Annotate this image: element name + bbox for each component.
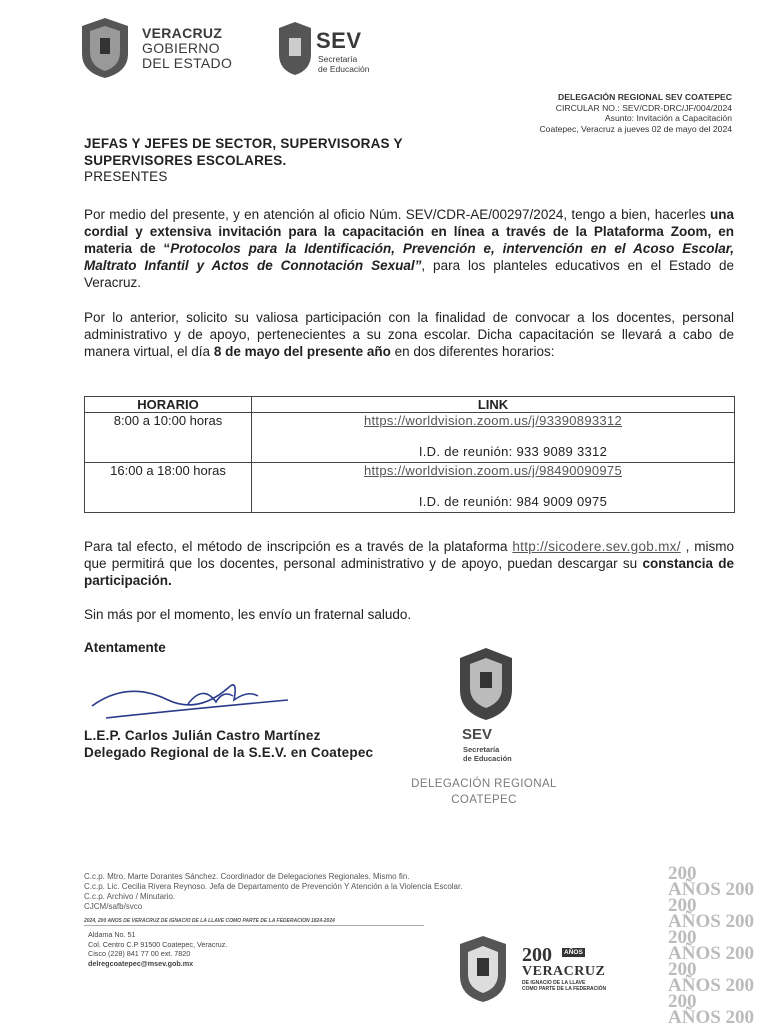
zoom-link[interactable]: https://worldvision.zoom.us/j/98490090975 [363, 463, 622, 478]
sev-sub1: Secretaría [318, 54, 358, 64]
stamp-line1: DELEGACIÓN REGIONAL [411, 778, 557, 790]
pattern-row [668, 1007, 768, 1024]
stamp-sev: SEV [462, 726, 493, 743]
address-line: Col. Centro C.P 91500 Coatepec, Veracruz. [88, 939, 228, 949]
paragraph-request [84, 309, 734, 360]
sev-wordmark: SEV [316, 28, 362, 53]
pattern-text: 200 [725, 943, 755, 964]
pattern-text: 200 [668, 866, 697, 884]
pattern-text: AÑOS [668, 943, 721, 964]
p2-date: 8 de mayo del presente año [213, 344, 391, 359]
p3-text-b: , mismo que permitirá que los docentes, personal administrativo y de apoyo, puedan descargar su [84, 539, 734, 571]
bicentennial-sub1: DE IGNACIO DE LA LLAVE [522, 980, 586, 986]
sev-shield-icon [276, 20, 314, 78]
pattern-text: AÑOS [668, 911, 721, 932]
header-logos [78, 14, 398, 84]
bicentennial-subtitle [522, 980, 606, 992]
stamp-subtitle [463, 745, 512, 763]
footer-tagline: 2024, 200 AÑOS DE VERACRUZ DE IGNACIO DE LA LLAVE COMO PARTE DE LA FEDERACIÓN 1824-2024 [84, 918, 424, 926]
bicentennial-sub2: COMO PARTE DE LA FEDERACIÓN [522, 986, 607, 992]
bicentennial-anos: AÑOS [564, 949, 583, 956]
paragraph-registration [84, 538, 734, 589]
bicentennial-number: 200 [522, 944, 552, 966]
office-name: DELEGACIÓN REGIONAL SEV COATEPEC [558, 92, 732, 102]
p1-topic: Protocolos para la Identificación, Prevención e, intervención en el Acoso Escolar, Maltrato Infantil y Actos de Connotación Sexual” [84, 241, 734, 273]
pattern-text: 200 [725, 879, 755, 900]
veracruz-shield-icon [78, 16, 132, 80]
circular-number: CIRCULAR NO.: SEV/CDR-DRC/JF/004/2024 [555, 102, 732, 113]
stamp-sub1: Secretaría [463, 745, 500, 754]
link-cell [252, 463, 735, 513]
pattern-text: 200 [668, 991, 697, 1012]
time-cell: 8:00 a 10:00 horas [85, 413, 252, 463]
table-header-row [85, 397, 735, 413]
gov-line1: VERACRUZ [142, 25, 223, 41]
meeting-id: I.D. de reunión: 984 9009 0975 [418, 494, 608, 509]
sev-subtitle [318, 54, 370, 74]
addressee-line2: SUPERVISORES ESCOLARES. [84, 152, 287, 168]
pattern-text: 200 [725, 911, 755, 932]
email-address[interactable]: delregcoatepec@msev.gob.mx [88, 958, 194, 968]
p2-text-a: Por lo anterior, solicito su valiosa participación con la finalidad de convocar a los docentes, personal administrativo y de apoyo, pertenecientes a su zona escolar. Dicha capacitación se llevará a cabo de manera virtual, el día [84, 310, 734, 359]
ccp-block [84, 872, 462, 912]
paragraph-invitation [84, 206, 734, 291]
official-seal-icon [456, 646, 516, 722]
gov-line2: GOBIERNO [142, 40, 220, 56]
header-horario: HORARIO [85, 397, 252, 413]
gov-line3: DEL ESTADO [142, 55, 233, 71]
pattern-text: AÑOS [668, 975, 721, 996]
signer-title: Delegado Regional de la S.E.V. en Coatepec [84, 745, 374, 760]
p1-text-a: Por medio del presente, y en atención al oficio Núm. SEV/CDR-AE/00297/2024, tengo a bien, hacerles [84, 207, 710, 222]
reference-block [539, 92, 732, 134]
pattern-text: 200 [668, 895, 697, 916]
bicentennial-veracruz: VERACRUZ [522, 964, 606, 979]
pattern-text: 200 [725, 975, 755, 996]
table-row [85, 463, 735, 513]
link-cell [252, 413, 735, 463]
ccp-line: C.c.p. Lic. Cecilia Rivera Reynoso. Jefa de Departamento de Prevención Y Atención a la Violencia Escolar. [84, 882, 463, 891]
meeting-id: I.D. de reunión: 933 9089 3312 [418, 444, 608, 459]
pattern-text: 200 [668, 927, 697, 948]
signer-name: L.E.P. Carlos Julián Castro Martínez [84, 728, 321, 743]
pattern-text: AÑOS [668, 1007, 721, 1024]
place-date: Coatepec, Veracruz a jueves 02 de mayo del 2024 [539, 123, 732, 134]
pattern-text: 200 [668, 959, 697, 980]
table-row [85, 413, 735, 463]
pattern-text: 200 [725, 1007, 755, 1024]
p1-text-d: , para los planteles educativos en el Estado de Veracruz. [84, 258, 734, 290]
registration-link[interactable]: http://sicodere.sev.gob.mx/ [512, 539, 681, 554]
closing-word: Atentamente [84, 640, 166, 655]
p3-text-a: Para tal efecto, el método de inscripción es a través de la plataforma [84, 539, 513, 554]
addressee [84, 136, 403, 186]
delegation-stamp [406, 776, 562, 808]
p3-certificate: constancia de participación. [84, 556, 734, 588]
stamp-sub2: de Educación [463, 754, 512, 763]
ccp-line: C.c.p. Mtro. Marte Dorantes Sánchez. Coordinador de Delegaciones Regionales. Mismo fin. [84, 872, 410, 881]
presentes: PRESENTES [84, 169, 168, 184]
ccp-line: CJCM/safb/svco [84, 902, 143, 911]
address-line: Aldama No. 51 [88, 930, 136, 939]
addressee-line1: JEFAS Y JEFES DE SECTOR, SUPERVISORAS Y [84, 136, 403, 151]
gov-wordmark [142, 26, 232, 71]
ccp-line: C.c.p. Archivo / Minutario. [84, 892, 176, 901]
p2-text-c: en dos diferentes horarios: [390, 344, 555, 359]
p1-text-b: una cordial y extensiva invitación para la capacitación en línea a través de la Plataforma Zoom, en materia de “ [84, 207, 734, 256]
sev-sub2: de Educación [318, 64, 370, 74]
handwritten-signature [88, 670, 298, 726]
pattern-text: AÑOS [668, 879, 721, 900]
paragraph-closing: Sin más por el momento, les envío un fraternal saludo. [84, 607, 412, 622]
veracruz-crest-icon [456, 932, 510, 1004]
time-cell: 16:00 a 18:00 horas [85, 463, 252, 513]
header-link: LINK [252, 397, 735, 413]
schedule-table [84, 396, 735, 513]
subject-line: Asunto: Invitación a Capacitación [604, 113, 732, 123]
bicentennial-pattern [668, 866, 768, 1024]
address-block [88, 930, 227, 968]
signer-block [84, 727, 373, 761]
address-line: Cisco (228) 841 77 00 ext. 7820 [88, 949, 191, 958]
stamp-line2: COATEPEC [451, 794, 517, 806]
zoom-link[interactable]: https://worldvision.zoom.us/j/93390893312 [363, 413, 622, 428]
